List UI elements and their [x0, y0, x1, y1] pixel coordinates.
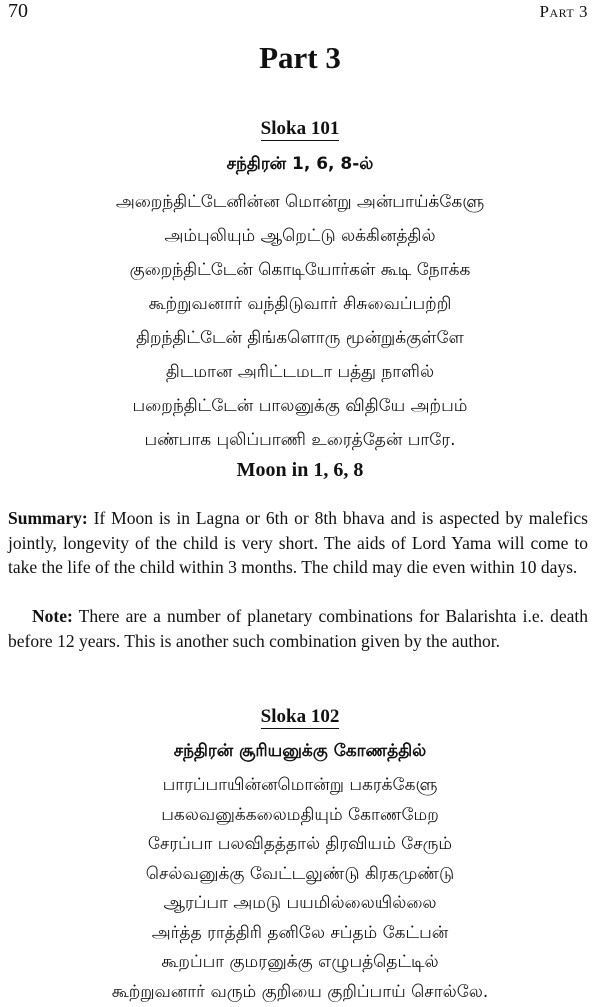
sloka-102-heading [0, 706, 600, 728]
note-text: There are a number of planetary combinations for Balarishta i.e. death before 12 years. This is another such combination given by the author. [8, 606, 588, 651]
verse-line: திடமான அரிட்டமடா பத்து நாளில் [0, 355, 600, 389]
sloka-101-heading-text: Sloka 101 [261, 118, 340, 141]
sloka-101-verse [0, 185, 600, 457]
summary-text: If Moon is in Lagna or 6th or 8th bhava and is aspected by malefics jointly, longevity of the child is very short. The aids of Lord Yama will come to take the life of the child within 3 months. The child may die even within 10 days. [8, 508, 588, 577]
note-label: Note: [32, 606, 73, 626]
summary-paragraph [8, 506, 588, 580]
page-title: Part 3 [0, 40, 600, 76]
verse-line: அறைந்திட்டேனின்ன மொன்று அன்பாய்க்கேளு [0, 185, 600, 219]
sloka-101-subtitle: Moon in 1, 6, 8 [0, 459, 600, 482]
note-paragraph [8, 604, 588, 653]
running-head: Part 3 [540, 2, 588, 22]
verse-line: சேரப்பா பலவிதத்தால் திரவியம் சேரும் [0, 830, 600, 860]
sloka-102-heading-text: Sloka 102 [261, 706, 340, 729]
verse-line: அர்த்த ராத்திரி தனிலே சப்தம் கேட்பன் [0, 919, 600, 949]
verse-line: பாரப்பாயின்னமொன்று பகரக்கேளு [0, 771, 600, 801]
verse-line: திறந்திட்டேன் திங்களொரு மூன்றுக்குள்ளே [0, 321, 600, 355]
sloka-101-heading [0, 118, 600, 140]
page-number: 70 [8, 0, 28, 23]
verse-line: குறைந்திட்டேன் கொடியோர்கள் கூடி நோக்க [0, 253, 600, 287]
verse-line: கூற்றுவனார் வந்திடுவார் சிசுவைப்பற்றி [0, 287, 600, 321]
verse-line: ஆரப்பா அமடு பயமில்லையில்லை [0, 889, 600, 919]
sloka-102-tamil-heading: சந்திரன் சூரியனுக்கு கோணத்தில் [0, 741, 600, 763]
verse-line: பண்பாக புலிப்பாணி உரைத்தேன் பாரே. [0, 423, 600, 457]
verse-line: செல்வனுக்கு வேட்டலுண்டு கிரகமுண்டு [0, 860, 600, 890]
verse-line: கூற்றுவனார் வரும் குறியை குறிப்பாய் சொல்லே. [0, 978, 600, 1007]
sloka-101-tamil-heading: சந்திரன் 1, 6, 8-ல் [0, 154, 600, 176]
sloka-102-verse [0, 771, 600, 1007]
verse-line: பகலவனுக்கலைமதியும் கோணமேற [0, 801, 600, 831]
verse-line: கூறப்பா குமரனுக்கு எழுபத்தெட்டில் [0, 948, 600, 978]
verse-line: அம்புலியும் ஆறெட்டு லக்கினத்தில் [0, 219, 600, 253]
summary-label: Summary: [8, 508, 88, 528]
verse-line: பறைந்திட்டேன் பாலனுக்கு விதியே அற்பம் [0, 389, 600, 423]
